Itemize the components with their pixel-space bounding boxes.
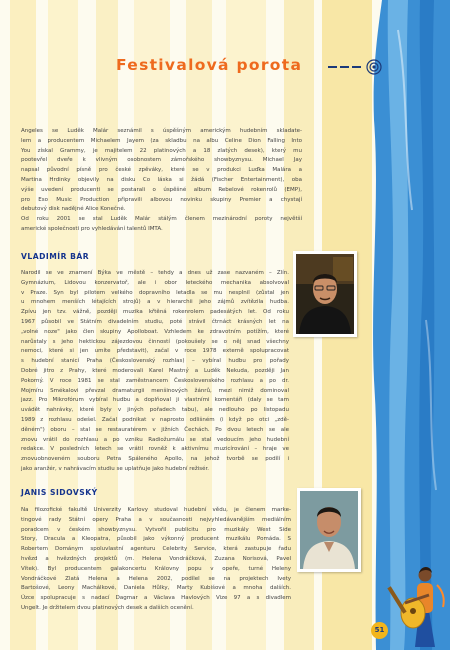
text-line: Dobré jitro z Prahy, které moderovali Karel Mastný a Luděk Nekuda, později Jan (21, 367, 289, 374)
text-line: Od roku 2001 se stal Luděk Malár stálým členem mezinárodní poroty největší (21, 216, 302, 223)
text-line: Gymnázium, Lidovou konzervatoř, ale i obor leteckého mechanika absolvoval (21, 279, 289, 286)
text-line: jako aranžér, v nahrávacím studiu se uplatňuje jako hudební režisér. (21, 465, 209, 472)
text-line: Mojmíru Smékalovi převzal dramaturgii menšinových žánrů, mezi nimiž dominoval (21, 387, 289, 394)
text-line: napsal původní písně pro české zpěváky, které se v produkci Luďka Malára a (21, 167, 302, 174)
title-block (116, 56, 386, 80)
page-title: Festivalová porota (116, 56, 303, 74)
text-line: výše uvedení producenti se postarali o úspěšné album Rebelové rokenrolů (EMP), (21, 186, 302, 193)
text-line: Ungelt. Je držitelem dvou platinových desek a dalších ocenění. (21, 604, 194, 611)
text-line: You získal Grammy, je majitelem 22 platinových a 18 zlatých desek), který mu (21, 147, 302, 154)
text-line: narůstaly s jeho hektickou zájezdovou činností (pokoušely se o něj snad všechny (21, 338, 289, 345)
sidovsky-heading: JANIS SIDOVSKÝ (21, 488, 98, 497)
text-line: poradcem v českém showbyznysu. Vytvořil publicitu pro muzikály West Side (21, 526, 291, 533)
bar-photo (293, 251, 357, 337)
text-line: Angeles se Luděk Malár seznámil s úspěšným americkým hudebním skladate- (21, 128, 302, 134)
sidovsky-paragraph (21, 506, 291, 614)
blue-brush-background (368, 0, 450, 650)
bar-heading: VLADIMÍR BÁR (21, 252, 90, 261)
text-line: jazz. Pro Mikrofórum vybíral hudbu a doplňoval ji vlastními komentáři (daly se tam (21, 397, 289, 404)
text-line: znovu vrátil do rozhlasu a po vzniku Radiožurnálu se stal vedoucím jeho hudební (21, 436, 289, 443)
text-line: Úzce spolupracuje s nadací Dagmar a Václava Havlových Vize 97 a s divadlem (21, 595, 291, 602)
text-line: u mnohem menších létajících strojů) a v hierarchii jeho zájmů zvítězila hudba. (21, 299, 289, 306)
text-line: pootevřel dveře k vlivným osobnostem zámořského showbyznysu. Michael Jay (21, 157, 302, 164)
text-line: Na filozofické fakultě Univerzity Karlovy studoval hudební vědu, je členem marke- (21, 507, 291, 513)
text-line: znovuobnoveném souboru Petra Spáleného Apollo, na jehož tvorbě se podílí i (21, 456, 289, 463)
text-line: Bartošové, Leony Machálkové, Daniela Hůlky, Marty Kubišové a mnoha dalších. (21, 585, 291, 592)
text-line: Vondráčkové Zlatá Helena a Helena 2002, podílel se na projektech Ivety (21, 575, 291, 582)
text-line: redakce. V posledních letech se vrátil rovněž k aktivnímu muzicírování – hraje ve (21, 446, 289, 453)
text-line: debutový disk nadějné Alice Konečné. (21, 206, 126, 213)
text-line: nemoci, které si jen umíte představit), začal v roce 1978 externě spolupracovat (21, 348, 289, 355)
guitarist-illustration (385, 555, 450, 650)
sidovsky-photo (297, 488, 361, 572)
text-line: s hudební stanicí Praha (Československý rozhlas) – vybíral hudbu pro pořady (21, 358, 289, 365)
intro-paragraph (21, 127, 302, 235)
text-line: lem a producentem Michaelem Jayem (za skladbu na albu Celine Dion Falling Into (21, 137, 302, 144)
page-number: 51 (371, 622, 388, 639)
text-line: Zpívu jen tzv. vážně, později muzika křtěná rokenrolem padesátých let. Od roku (21, 309, 289, 316)
text-line: v Praze. Syn byl pilotem velkého dopravního letadla se mu nesplnil (zůstal jen (21, 289, 289, 296)
text-line: Martina Hrdinky objevily na disku Co láska si žádá (Fischer Entertainment), oba (21, 176, 302, 183)
text-line: Robertem Dománym spoluvlastní agenturu Celebrity Service, která zastupuje řadu (21, 546, 291, 553)
text-line: „volné noze" jako člen skupiny Apolloboat. Vzhledem ke zdravotním potížím, které (21, 328, 289, 335)
bar-paragraph (21, 269, 289, 475)
text-line: uvádět nahrávky, které byly v jiných pořadech tabu), ale nedlouho po listopadu (21, 407, 289, 414)
text-line: Story, Dracula a Kleopatra, působil jako výkonný producent muzikálu Pomáda. S (21, 536, 291, 543)
text-line: 1967 působil ve Státním divadelním studiu, poté strávil čtrnáct krásných let na (21, 318, 289, 325)
text-line: tingové rady Státní opery Praha a v současnosti nejvyhledávanějším mediálním (21, 516, 291, 523)
dashed-target-icon (328, 56, 388, 78)
text-line: děném") oboru – stal se restauratérem v jižních Čechách. Po dvou letech se ale (21, 426, 289, 433)
text-line: americké společnosti pro vyhledávání talentů IMTA. (21, 225, 163, 232)
text-line: Pokorný. V roce 1981 se stal zaměstnancem Československého rozhlasu a po dr. (21, 377, 289, 384)
text-line: Narodil se ve znamení Býka ve městě – tehdy a dnes už zase nazvaném – Zlín. (21, 270, 289, 276)
text-line: Vítek). Byl producentem galakoncertu Královny popu v opeře, turné Heleny (21, 565, 291, 572)
text-line: hvězd a hvězdných projektů (m. Helena Vondráčková, Zuzana Norisová, Pavel (21, 555, 291, 562)
text-line: pro Eso Music Production připravili albovou novinku skupiny Premier a chystají (21, 196, 302, 203)
text-line: 1989 z rozhlasu odešel. Začal podnikat v naprosto odlišném (i když po otci „zdě- (21, 416, 289, 423)
